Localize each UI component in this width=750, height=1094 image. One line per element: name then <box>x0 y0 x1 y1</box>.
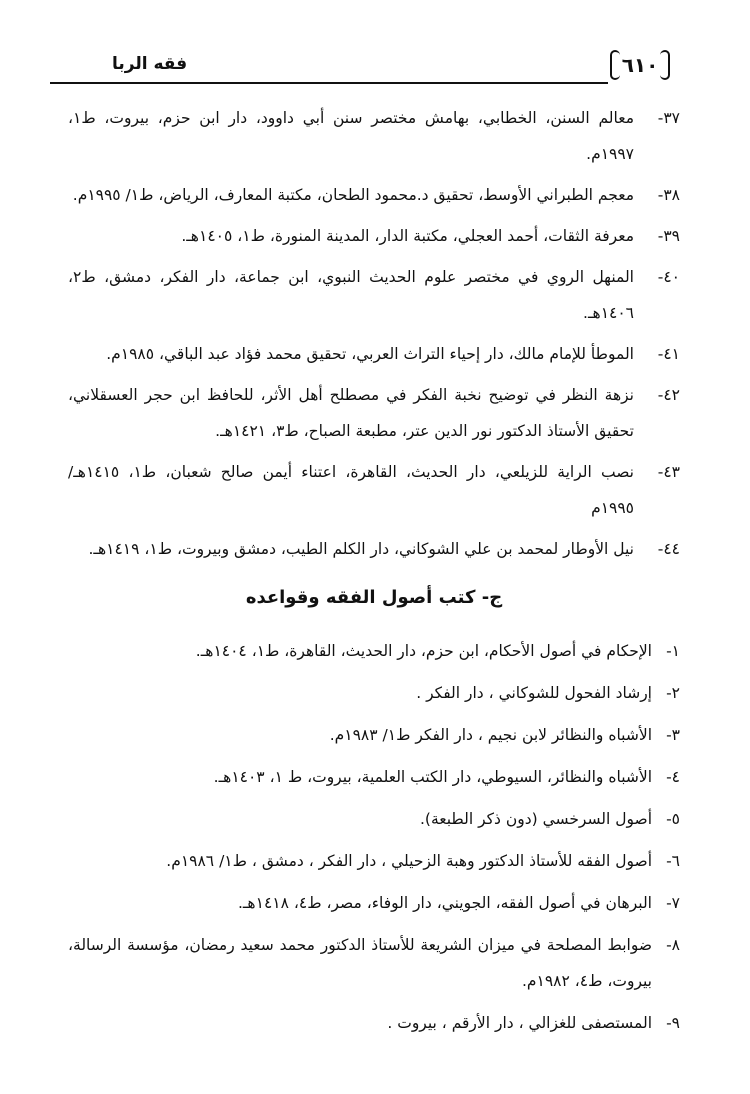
entry-number: ١- <box>666 642 680 660</box>
entry-text: البرهان في أصول الفقه، الجويني، دار الوفاء، مصر، ط٤، ١٤١٨هـ. <box>237 894 652 912</box>
entry-text: المستصفى للغزالي ، دار الأرقم ، بيروت . <box>387 1014 652 1032</box>
entry-text: إرشاد الفحول للشوكاني ، دار الفكر . <box>416 684 652 702</box>
page-header <box>50 48 670 86</box>
entry-text: الإحكام في أصول الأحكام، ابن حزم، دار الحديث، القاهرة، ط١، ١٤٠٤هـ. <box>195 642 652 660</box>
hadith-references-list <box>68 100 680 567</box>
reference-entry-40 <box>68 259 680 331</box>
entry-number: ٨- <box>666 936 680 954</box>
entry-text: أصول الفقه للأستاذ الدكتور وهبة الزحيلي ، دار الفكر ، دمشق ، ط١/ ١٩٨٦م. <box>166 852 652 870</box>
reference-entry-1 <box>68 633 680 669</box>
reference-entry-8 <box>68 927 680 999</box>
reference-entry-38 <box>68 177 680 213</box>
entry-text: معجم الطبراني الأوسط، تحقيق د.محمود الطحان، مكتبة المعارف، الرياض، ط١/ ١٩٩٥م. <box>72 186 634 204</box>
entry-number: ٧- <box>666 894 680 912</box>
entry-number: ٣٩- <box>657 227 680 245</box>
entry-number: ٥- <box>666 810 680 828</box>
section-heading: ج- كتب أصول الفقه وقواعده <box>245 587 503 608</box>
reference-entry-4 <box>68 759 680 795</box>
entry-number: ٤- <box>666 768 680 786</box>
entry-text: الأشباه والنظائر لابن نجيم ، دار الفكر ط١/ ١٩٨٣م. <box>329 726 652 744</box>
bibliography-content <box>68 100 680 1047</box>
entry-number: ٣٨- <box>657 186 680 204</box>
entry-number: ٤٤- <box>657 540 680 558</box>
entry-number: ٢- <box>666 684 680 702</box>
header-rule <box>50 82 608 84</box>
reference-entry-7 <box>68 885 680 921</box>
entry-text: نيل الأوطار لمحمد بن علي الشوكاني، دار الكلم الطيب، دمشق وبيروت، ط١، ١٤١٩هـ. <box>88 540 634 558</box>
running-title: فقه الربا <box>112 54 188 74</box>
entry-text: أصول السرخسي (دون ذكر الطبعة). <box>419 810 652 828</box>
entry-text: نصب الراية للزيلعي، دار الحديث، القاهرة، اعتناء أيمن صالح شعبان، ط١، ١٤١٥هـ/ ١٩٩٥م <box>68 463 634 517</box>
entry-number: ٤١- <box>657 345 680 363</box>
reference-entry-6 <box>68 843 680 879</box>
entry-text: معرفة الثقات، أحمد العجلي، مكتبة الدار، المدينة المنورة، ط١، ١٤٠٥هـ. <box>181 227 634 245</box>
entry-text: الموطأ للإمام مالك، دار إحياء التراث العربي، تحقيق محمد فؤاد عبد الباقي، ١٩٨٥م. <box>106 345 634 363</box>
reference-entry-2 <box>68 675 680 711</box>
usul-fiqh-references-list <box>68 633 680 1041</box>
reference-entry-9 <box>68 1005 680 1041</box>
entry-number: ٤٠- <box>657 268 680 286</box>
entry-text: ضوابط المصلحة في ميزان الشريعة للأستاذ الدكتور محمد سعيد رمضان، مؤسسة الرسالة، بيروت، ط٤، ١٩٨٢م. <box>68 936 652 990</box>
entry-number: ٣٧- <box>657 109 680 127</box>
reference-entry-5 <box>68 801 680 837</box>
entry-number: ٩- <box>666 1014 680 1032</box>
entry-text: المنهل الروي في مختصر علوم الحديث النبوي، ابن جماعة، دار الفكر، دمشق، ط٢، ١٤٠٦هـ. <box>68 268 634 322</box>
entry-text: معالم السنن، الخطابي، بهامش مختصر سنن أبي داوود، دار ابن حزم، بيروت، ط١، ١٩٩٧م. <box>68 109 634 163</box>
reference-entry-44 <box>68 531 680 567</box>
page-number: ٦١٠ <box>610 48 670 82</box>
reference-entry-39 <box>68 218 680 254</box>
entry-number: ٤٢- <box>657 386 680 404</box>
reference-entry-37 <box>68 100 680 172</box>
reference-entry-43 <box>68 454 680 526</box>
entry-text: نزهة النظر في توضيح نخبة الفكر في مصطلح أهل الأثر، للحافظ ابن حجر العسقلاني، تحقيق الأستاذ الدكتور نور الدين عتر، مطبعة الصباح، ط٣، ١٤٢١هـ. <box>68 386 634 440</box>
entry-number: ٣- <box>666 726 680 744</box>
entry-number: ٤٣- <box>657 463 680 481</box>
entry-number: ٦- <box>666 852 680 870</box>
reference-entry-3 <box>68 717 680 753</box>
reference-entry-42 <box>68 377 680 449</box>
reference-entry-41 <box>68 336 680 372</box>
entry-text: الأشباه والنظائر، السيوطي، دار الكتب العلمية، بيروت، ط ١، ١٤٠٣هـ. <box>213 768 652 786</box>
